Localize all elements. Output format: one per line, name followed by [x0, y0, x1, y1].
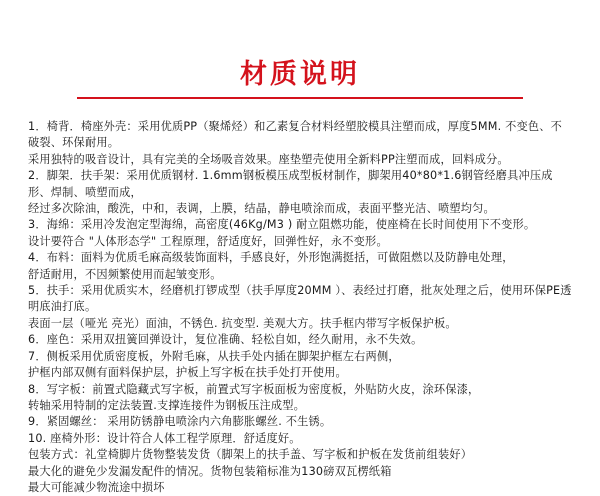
text-line: 9．紧固螺丝： 采用防锈静电喷涂内六角膨胀螺丝. 不生锈。: [28, 415, 332, 429]
text-line: 包装方式：礼堂椅脚片货物整装发货（脚架上的扶手盖、写字板和护板在发货前组装好）: [28, 448, 473, 462]
text-line: 最大化的避免少发漏发配件的情况。货物包装箱标准为130磅双瓦楞纸箱: [28, 464, 392, 478]
text-line: 设计要符合 "人体形态学" 工程原理，舒适度好，回弹性好，永不变形。: [28, 234, 388, 248]
text-line: 舒适耐用，不因频繁使用而起皱变形。: [28, 267, 222, 281]
text-line: 8．写字板：前置式隐藏式写字板，前置式写字板面板为密度板，外贴防火皮，涂环保漆，: [28, 382, 480, 396]
text-line: 4．布料：面料为优质毛麻高级装饰面料，手感良好，外形饱满挺括，可做阻燃以及防静电处理，: [28, 251, 514, 265]
text-line: 6．座色：采用双扭簧回弹设计，复位准确、轻松自如，经久耐用，永不失效。: [28, 333, 423, 347]
text-line: 表面一层（哑光 亮光）面油，不锈色. 抗变型. 美观大方。扶手框内带写字板保护板。: [28, 316, 457, 330]
text-line: 7．侧板采用优质密度板，外附毛麻，从扶手处内插在脚架护框左右两侧，: [28, 349, 400, 363]
title-block: [0, 0, 600, 105]
material-description-body: [28, 119, 572, 496]
text-line: 3．海绵：采用冷发泡定型海绵，高密度(46Kg/M3 ) 耐立阻燃功能，使座椅在长时间使用下不变形。: [28, 218, 536, 232]
text-line: 10. 座椅外形：设计符合人体工程学原理．舒适度好。: [28, 431, 301, 445]
text-line: 2．脚架．扶手架：采用优质钢材. 1.6mm钢板模压成型板材制作，脚架用40*80*1.6钢管经磨具冲压成形、焊制、喷塑而成，: [28, 169, 553, 199]
text-line: 采用独特的吸音设计，具有完美的全场吸音效果。座垫塑壳使用全新料PP注塑而成，回料成分。: [28, 152, 509, 166]
title-underline: [77, 97, 523, 99]
text-line: 经过多次除油，酸洗，中和，表调，上膜，结晶，静电喷涂而成，表面平整光洁、喷塑均匀。: [28, 202, 495, 216]
text-line: 5．扶手：采用优质实木，经磨机打锣成型（扶手厚度20MM ）、表经过打磨，批灰处理之后，使用环保PE透明底油打底。: [28, 284, 572, 314]
text-line: 护框内部双侧有面料保护层，护板上写字板在扶手处打开使用。: [28, 366, 347, 380]
text-line: 最大可能减少物流途中损坏: [28, 480, 165, 494]
text-line: 1．椅背．椅座外壳：采用优质PP（聚烯烃）和乙素复合材料经塑胶模具注塑而成，厚度5MM. 不变色、不破裂、环保耐用。: [28, 120, 563, 150]
page-title: 材质说明: [240, 59, 360, 90]
text-line: 转轴采用特制的定法装置.支撑连接件为钢板压注成型。: [28, 398, 306, 412]
